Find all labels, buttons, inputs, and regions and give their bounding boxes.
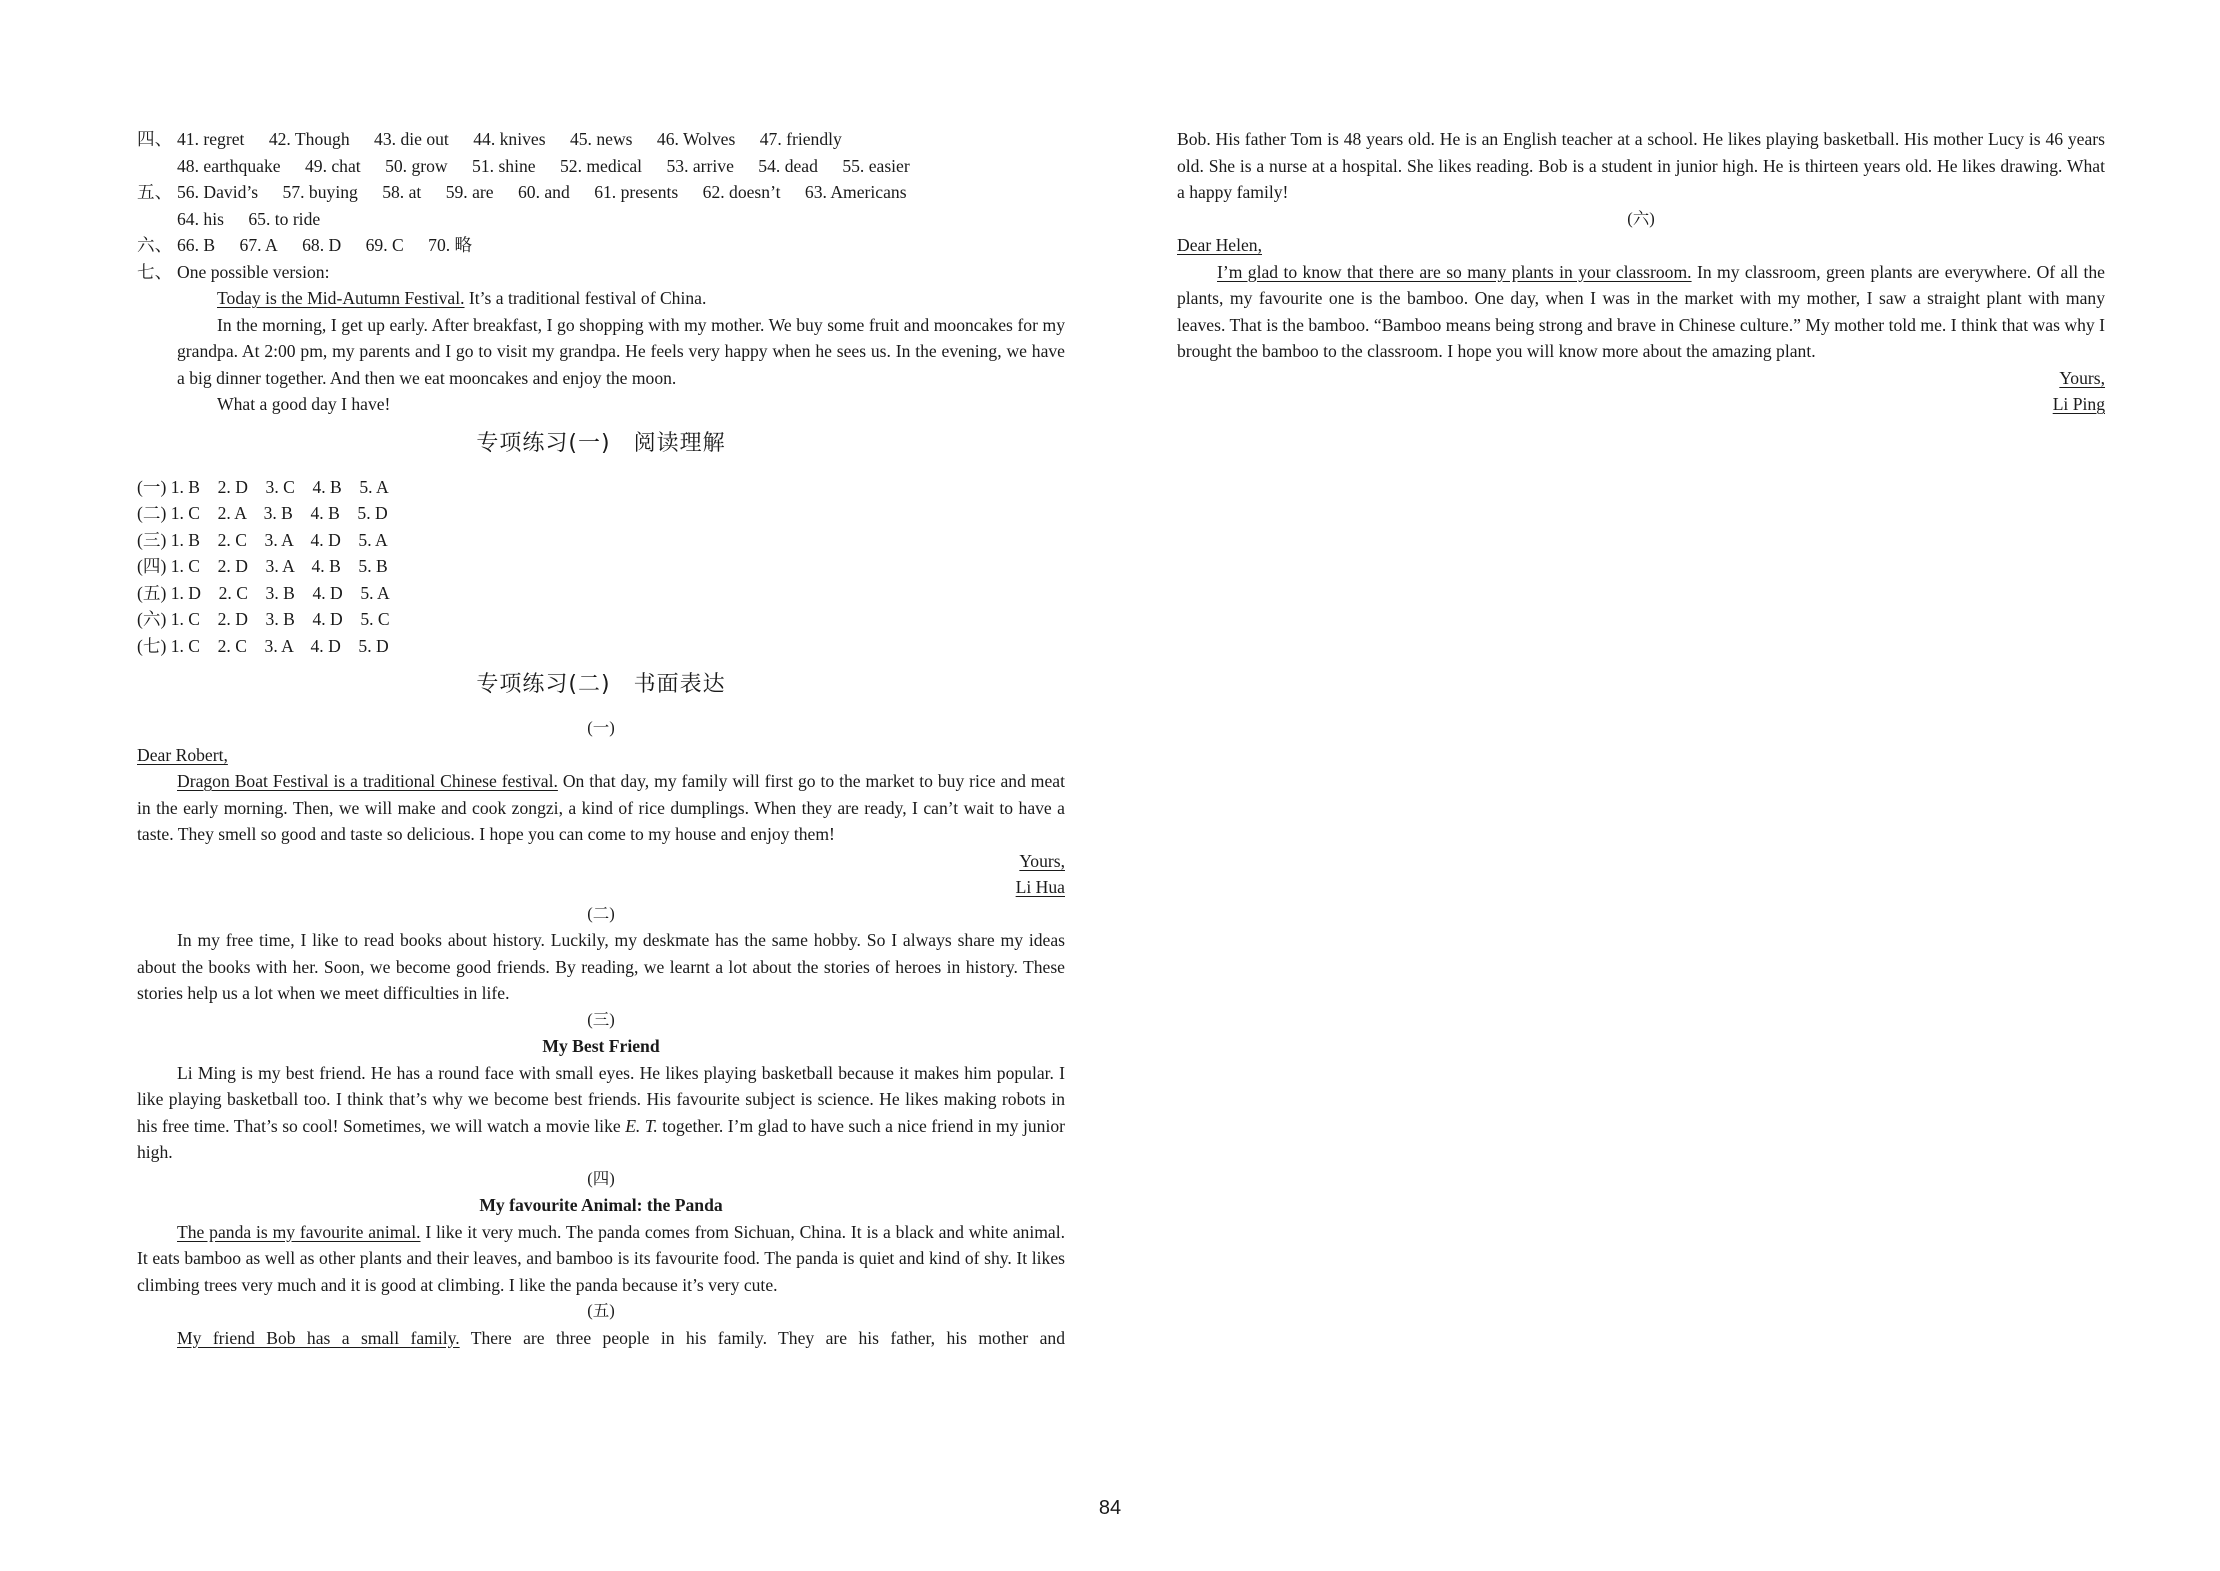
answer-item: 43. die out [374, 129, 449, 149]
section-number: (六) [1627, 208, 1655, 228]
underlined-sentence: I’m glad to know that there are so many plants in your classroom. [1217, 261, 1692, 282]
writing-heading: 专项练习(二) 书面表达 [476, 672, 726, 697]
answer-section-6 [137, 232, 1065, 259]
answer-item: 58. at [382, 182, 422, 202]
answer-item: 48. earthquake [177, 155, 281, 176]
section-label: 五、 [137, 182, 173, 202]
section-intro: One possible version: [177, 261, 330, 282]
answers [177, 206, 1065, 233]
answer-item: 62. doesn’t [702, 182, 781, 202]
essay-paragraph: Li Ming is my best friend. He has a round face with small eyes. He likes playing basketball because it makes him popular. I like playing basketball too. I think that’s why we become best friends. His favourite subject is science. He likes making robots in his free time. That’s so cool! Sometimes, we will watch a movie like E. T. together. I’m glad to have such a nice friend in my junior high. [137, 1062, 1065, 1162]
essay-paragraph: In my free time, I like to read books about history. Luckily, my deskmate has the same hobby. So I always share my ideas about the books with her. Soon, we become good friends. By reading, we learnt a lot about the stories of heroes in history. These stories help us a lot when we meet difficulties in life. [137, 930, 1065, 1003]
reading-answer-row: (四) 1. C 2. D 3. A 4. B 5. B [137, 556, 388, 576]
answer-item: 65. to ride [248, 208, 321, 229]
section-number: (三) [587, 1009, 615, 1029]
letter-signature: Li Hua [1015, 877, 1065, 897]
section-number: (四) [587, 1168, 615, 1188]
reading-answer-row: (五) 1. D 2. C 3. B 4. D 5. A [137, 582, 390, 603]
underlined-sentence: Today is the Mid-Autumn Festival. [217, 288, 465, 308]
answer-item: 61. presents [594, 182, 679, 202]
reading-answer-row: (三) 1. B 2. C 3. A 4. D 5. A [137, 529, 388, 550]
letter-greeting: Dear Helen, [1177, 235, 1262, 255]
answer-item: 67. A [239, 235, 278, 255]
letter-body: Dragon Boat Festival is a traditional Chinese festival. On that day, my family will first go to the market to buy rice and meat in the early morning. Then, we will make and cook zongzi, a kind of rice dumplings. When they are ready, I can’t wait to have a taste. They smell so good and taste so delicious. I hope you can come to my house and enjoy them! [137, 771, 1065, 844]
answer-item: 70. 略 [428, 235, 473, 255]
answer-item: 68. D [302, 235, 342, 255]
answer-item: 45. news [569, 129, 633, 149]
essay-paragraph: My friend Bob has a small family. There are three people in his family. They are his father, his mother and [177, 1327, 1065, 1348]
answer-item: 56. David’s [177, 182, 259, 202]
reading-answer-row: (七) 1. C 2. C 3. A 4. D 5. D [137, 635, 389, 656]
left-column [137, 126, 1065, 1351]
answer-section-4 [137, 126, 1065, 153]
underlined-sentence: Dragon Boat Festival is a traditional Chinese festival. [177, 771, 558, 791]
answer-item: 64. his [177, 208, 224, 229]
answer-item: 53. arrive [666, 155, 734, 176]
underlined-sentence: The panda is my favourite animal. [177, 1221, 421, 1242]
answers [177, 153, 1065, 180]
section-label: 七、 [137, 261, 173, 282]
section-number: (五) [587, 1301, 615, 1320]
essay-title: My favourite Animal: the Panda [479, 1195, 723, 1215]
movie-title: E. T. [625, 1115, 658, 1136]
letter-body: I’m glad to know that there are so many plants in your classroom. In my classroom, green plants are everywhere. Of all the plants, my favourite one is the bamboo. One day, when I was in the market with my mother, I saw a straight plant with many leaves. That is the bamboo. “Bamboo means being strong and brave in Chinese culture.” My mother told me. I think that was why I brought the bamboo to the classroom. I hope you will know more about the amazing plant. [1177, 261, 2105, 361]
section-number: (二) [587, 903, 615, 923]
reading-answer-row: (六) 1. C 2. D 3. B 4. D 5. C [137, 609, 390, 629]
answer-item: 51. shine [472, 155, 536, 176]
answer-item: 57. buying [282, 182, 358, 202]
answer-item: 69. C [365, 235, 404, 255]
reading-answer-row: (二) 1. C 2. A 3. B 4. B 5. D [137, 503, 388, 523]
answer-item: 55. easier [842, 155, 910, 176]
answer-item: 49. chat [304, 155, 361, 176]
answer-item: 50. grow [385, 155, 448, 176]
answer-item: 59. are [445, 182, 494, 202]
answer-section-5-cont [137, 206, 1065, 233]
reading-heading: 专项练习(一) 阅读理解 [476, 430, 726, 456]
answer-item: 60. and [517, 182, 570, 202]
underlined-sentence: My friend Bob has a small family. [177, 1327, 460, 1348]
letter-signature: Li Ping [2052, 394, 2105, 414]
answers [177, 179, 1065, 206]
right-column [1177, 126, 2105, 418]
essay-paragraph: In the morning, I get up early. After breakfast, I go shopping with my mother. We buy some fruit and mooncakes for my grandpa. At 2:00 pm, my parents and I go to visit my grandpa. He feels very happy when he sees us. In the evening, we have a big dinner together. And then we eat mooncakes and enjoy the moon. [177, 314, 1065, 388]
reading-answers [137, 474, 1065, 660]
page-number: 84 [1098, 1497, 1122, 1519]
section-label: 六、 [137, 235, 173, 255]
essay-closing: What a good day I have! [217, 394, 391, 414]
answer-item: 44. knives [473, 129, 546, 149]
answer-section-5 [137, 179, 1065, 206]
answer-section-4-cont [137, 153, 1065, 180]
letter-closing: Yours, [2059, 367, 2105, 388]
essay-lead: Today is the Mid-Autumn Festival. It’s a traditional festival of China. [217, 288, 707, 308]
essay-paragraph: The panda is my favourite animal. I like it very much. The panda comes from Sichuan, China. It is a black and white animal. It eats bamboo as well as other plants and their leaves, and bamboo is its favourite food. The panda is quiet and kind of shy. It likes climbing trees very much and it is good at climbing. I like the panda because it’s very cute. [137, 1221, 1065, 1295]
essay-continuation: Bob. His father Tom is 48 years old. He is an English teacher at a school. He likes playing basketball. His mother Lucy is 46 years old. She is a nurse at a hospital. She likes reading. Bob is a student in junior high. He is thirteen years old. He likes drawing. What a happy family! [1177, 129, 2105, 202]
answer-section-7 [137, 259, 1065, 286]
answers [177, 126, 1065, 153]
reading-answer-row: (一) 1. B 2. D 3. C 4. B 5. A [137, 476, 389, 497]
answer-item: 46. Wolves [656, 129, 736, 149]
answer-item: 54. dead [758, 155, 818, 176]
letter-closing: Yours, [1019, 850, 1065, 871]
essay-title: My Best Friend [542, 1036, 660, 1056]
section-number: (一) [587, 718, 615, 737]
answer-item: 47. friendly [759, 129, 842, 149]
letter-greeting: Dear Robert, [137, 744, 228, 765]
answer-item: 63. Americans [804, 182, 907, 202]
answer-item: 66. B [177, 235, 216, 255]
answer-item: 42. Though [268, 129, 350, 149]
section-label: 四、 [137, 129, 173, 149]
answer-item: 52. medical [559, 155, 643, 176]
answers [177, 232, 1065, 259]
answer-item: 41. regret [177, 129, 245, 149]
